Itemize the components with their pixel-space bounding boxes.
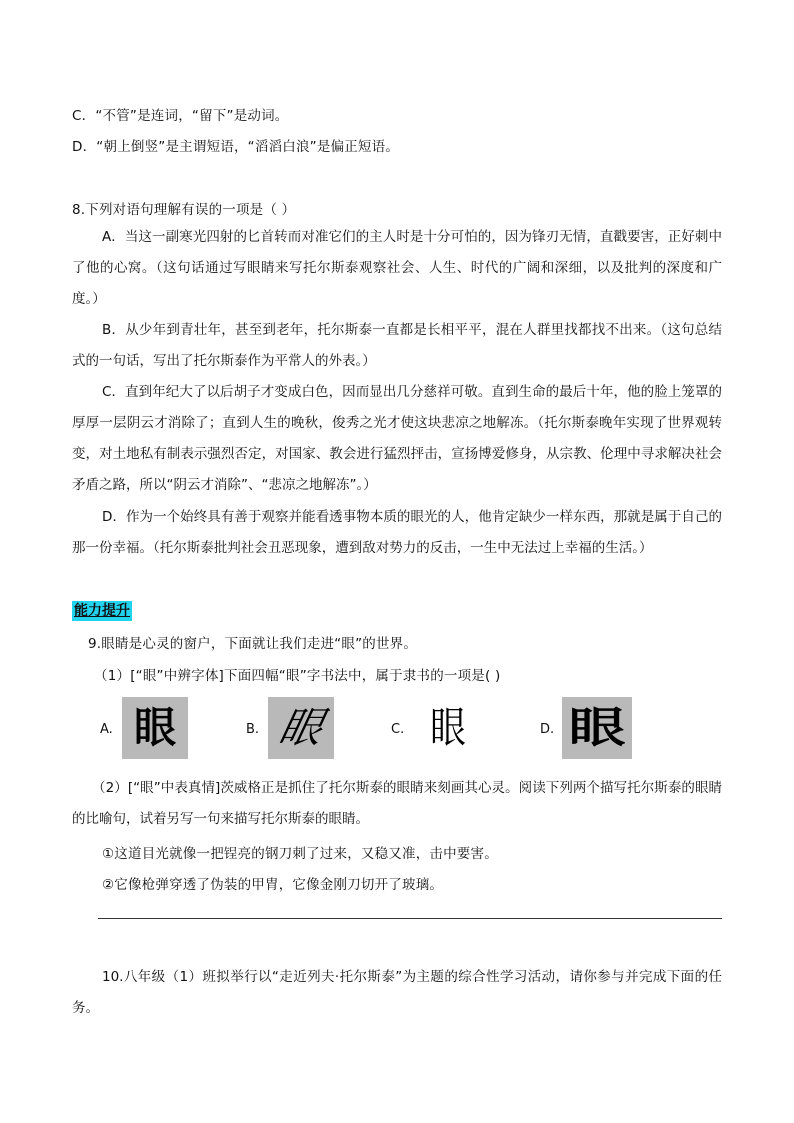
example-sentence-1: ①这道目光就像一把锃亮的钢刀刺了过来，又稳又准，击中要害。 [102, 846, 498, 862]
calligraphy-glyph: 眼 [274, 703, 328, 752]
option-letter: C. [391, 722, 405, 737]
calligraphy-image-c [415, 697, 481, 759]
example-sentence-2: ②它像枪弹穿透了伪装的甲胄，它像金刚刀切开了玻璃。 [102, 877, 444, 893]
q8-option-b: B．从少年到青壮年，甚至到老年，托尔斯泰一直都是长相平平，混在人群里找都找不出来。（这句总结式的一句话，写出了托尔斯泰作为平常人的外表。） [72, 322, 722, 369]
q8-option-a: A．当这一副寒光四射的匕首转而对准它们的主人时是十分可怕的，因为锋刃无情，直戳要害，正好刺中了他的心窝。（这句话通过写眼睛来写托尔斯泰观察社会、人生、时代的广阔和深细，以及批判的深度和广度。） [72, 229, 722, 307]
section-heading-ability: 能力提升 [74, 603, 130, 619]
option-d-q7: D．“朝上倒竖”是主谓短语，“滔滔白浪”是偏正短语。 [72, 139, 400, 155]
calligraphy-options [100, 697, 660, 761]
q8-option-d: D．作为一个始终具有善于观察并能看透事物本质的眼光的人，他肯定缺少一样东西，那就是属于自己的那一份幸福。（托尔斯泰批判社会丑恶现象，遭到敌对势力的反击，一生中无法过上幸福的生活。） [72, 509, 722, 556]
calligraphy-image-b [268, 697, 334, 759]
question-9-stem: 9.眼睛是心灵的窗户，下面就让我们走进“眼”的世界。 [88, 636, 418, 652]
option-letter: A. [100, 722, 113, 737]
question-9-sub2: （2）[“眼”中表真情]茨威格正是抓住了托尔斯泰的眼睛来刻画其心灵。阅读下列两个描写托尔斯泰的眼睛的比喻句，试着另写一句来描写托尔斯泰的眼睛。 [72, 780, 722, 827]
calligraphy-image-d [562, 697, 632, 759]
option-letter: B. [246, 722, 260, 737]
question-9-sub1: （1）[“眼”中辨字体]下面四幅“眼”字书法中，属于隶书的一项是( ) [94, 668, 501, 684]
option-letter: D. [540, 722, 555, 737]
q8-option-c: C．直到年纪大了以后胡子才变成白色，因而显出几分慈祥可敬。直到生命的最后十年，他的脸上笼罩的厚厚一层阴云才消除了；直到人生的晚秋，俊秀之光才使这块悲凉之地解冻。（托尔斯泰晚年实现了世界观转变，对土地私有制表示强烈否定，对国家、教会进行猛烈抨击，宣扬博爱修身，从宗教、伦理中寻求解决社会矛盾之路，所以“阴云才消除”、“悲凉之地解冻”。） [72, 384, 722, 493]
question-8-stem: 8.下列对语句理解有误的一项是（ ） [72, 202, 296, 218]
calligraphy-glyph: 眼 [430, 703, 466, 752]
option-c-q7: C．“不管”是连词，“留下”是动词。 [72, 108, 289, 124]
calligraphy-glyph: 眼 [568, 703, 626, 752]
calligraphy-glyph: 眼 [133, 703, 176, 752]
calligraphy-image-a [122, 697, 188, 759]
answer-line[interactable] [98, 918, 722, 919]
question-10-stem: 10.八年级（1）班拟举行以“走近列夫·托尔斯泰”为主题的综合性学习活动，请你参与并完成下面的任务。 [72, 969, 722, 1016]
